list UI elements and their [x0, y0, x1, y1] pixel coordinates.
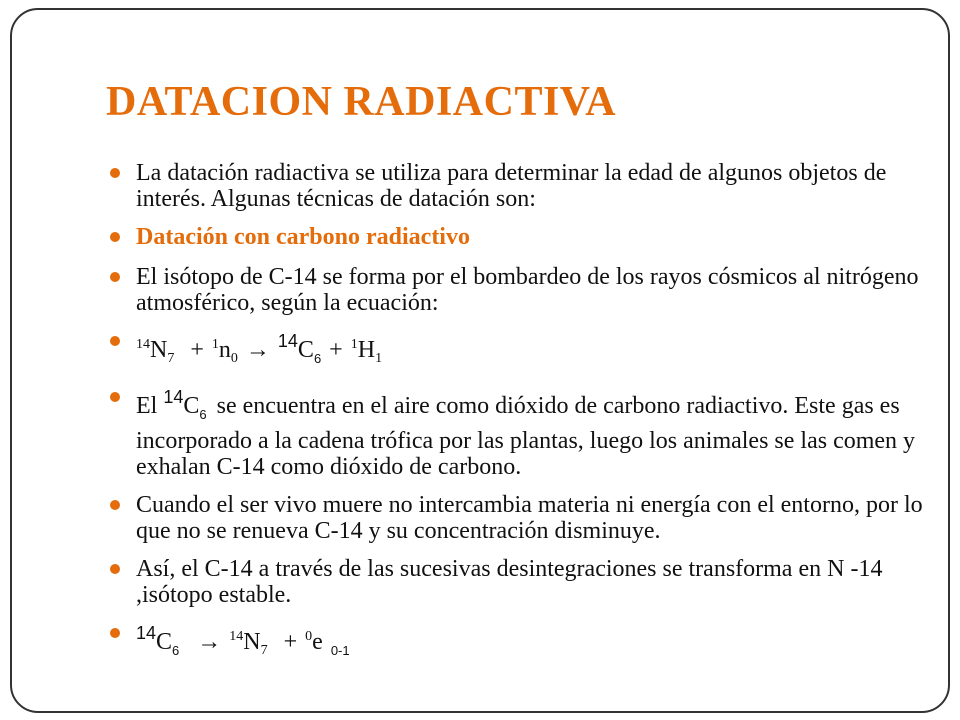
b5-carbon-number: 6 — [199, 407, 207, 422]
eq1-nitrogen-number: 7 — [167, 351, 175, 366]
bullet-c14-atmosphere-text: se encuentra en el aire como dióxido de carbono radiactivo. Este gas es incorporado a la cadena trófica por las plantas, luego los animales se las comen y exhalan C-14 como dióxido de carbono. — [136, 393, 916, 480]
eq1-carbon-number: 6 — [313, 351, 322, 366]
bullet-c14-atmosphere-pre: El — [136, 393, 158, 419]
eq1-arrow: → — [245, 337, 270, 363]
slide-title: DATACION RADIACTIVA — [106, 79, 617, 125]
eq2-nitrogen-mass: 14 — [229, 629, 244, 644]
bullet-list — [108, 160, 923, 676]
b5-carbon-symbol: C — [183, 393, 200, 419]
bullet-c14-decay-text: Así, el C-14 a través de las sucesivas desintegraciones se transforma en N -14 ,isótopo estable. — [136, 556, 883, 608]
eq2-carbon-symbol: C — [156, 629, 173, 655]
eq2-nitrogen-symbol: N — [243, 629, 261, 655]
eq2-arrow: → — [197, 629, 222, 655]
bullet-c14-formation-text: El isótopo de C-14 se forma por el bombardeo de los rayos cósmicos al nitrógeno atmosférico, según la ecuación: — [136, 264, 919, 316]
eq1-hydrogen-mass: 1 — [350, 337, 358, 352]
eq2-nitrogen-number: 7 — [260, 643, 268, 658]
eq1-neutron-number: 0 — [230, 351, 238, 366]
b5-carbon-mass: 14 — [163, 387, 184, 407]
eq1-nitrogen-symbol: N — [150, 337, 168, 363]
eq1-hydrogen-symbol: H — [357, 337, 376, 363]
eq2-electron-mass: 0 — [305, 629, 313, 644]
bullet-organism-death — [108, 492, 923, 544]
eq1-hydrogen-number: 1 — [375, 351, 383, 366]
eq2-electron-number: 0-1 — [330, 643, 350, 658]
eq1-nitrogen-mass: 14 — [136, 337, 150, 352]
eq1-carbon-mass: 14 — [277, 331, 298, 351]
bullet-carbon-dating-heading — [108, 224, 923, 250]
eq2-carbon-mass: 14 — [136, 623, 157, 643]
bullet-intro — [108, 160, 923, 212]
eq2-electron-symbol: e — [312, 629, 323, 655]
bullet-c14-decay — [108, 556, 923, 608]
eq1-neutron-mass: 1 — [211, 337, 219, 352]
eq2-plus: + — [283, 629, 298, 655]
eq1-plus-1: + — [190, 337, 204, 363]
eq1-plus-2: + — [329, 337, 343, 363]
bullet-c14-atmosphere — [108, 384, 923, 480]
bullet-intro-text: La datación radiactiva se utiliza para determinar la edad de algunos objetos de interés. Algunas técnicas de datación son: — [136, 160, 887, 212]
eq1-carbon-symbol: C — [297, 337, 314, 363]
bullet-c14-formation — [108, 264, 923, 316]
equation-c14-decay — [108, 620, 923, 664]
bullet-organism-death-text: Cuando el ser vivo muere no intercambia materia ni energía con el entorno, por lo que no se renueva C-14 y su concentración disminuye. — [136, 492, 923, 544]
bullet-carbon-dating-text: Datación con carbono radiactivo — [136, 224, 470, 250]
equation-c14-formation — [108, 328, 923, 372]
eq1-neutron-symbol: n — [218, 337, 231, 363]
eq2-carbon-number: 6 — [172, 643, 180, 658]
